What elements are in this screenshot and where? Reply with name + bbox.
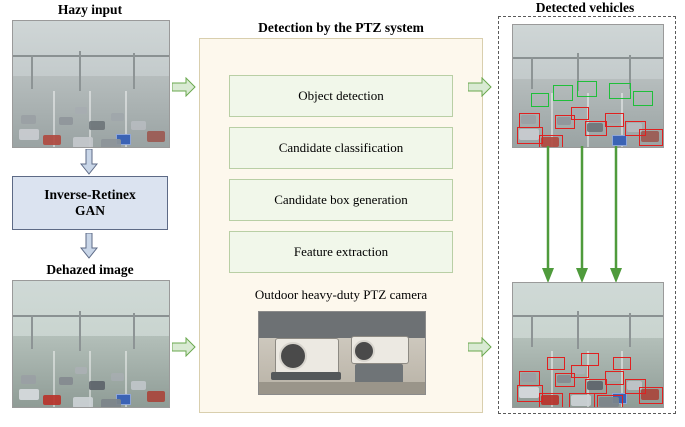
detection-box	[569, 393, 595, 408]
arrow-right-icon-pipeline-to-detected-top	[468, 77, 492, 97]
step-object-detection[interactable]	[229, 75, 453, 117]
step-label: Feature extraction	[293, 244, 389, 259]
image-detected-hazy	[512, 24, 664, 148]
pole-icon	[31, 55, 33, 89]
pole-icon	[629, 313, 631, 347]
camera-lens-icon	[279, 342, 307, 370]
inverse-retinex-gan-box[interactable]	[12, 176, 168, 230]
detection-box	[639, 129, 663, 146]
step-label: Candidate box generation	[274, 192, 408, 207]
vehicle	[75, 367, 87, 374]
vehicle	[19, 129, 39, 140]
vehicle	[75, 107, 87, 114]
vehicle	[147, 131, 165, 142]
detection-box	[597, 395, 623, 408]
vehicle	[21, 375, 36, 384]
detection-box	[539, 393, 563, 408]
vehicle	[131, 121, 146, 130]
vehicle	[73, 137, 93, 148]
vehicle	[101, 139, 121, 148]
step-candidate-box-generation[interactable]	[229, 179, 453, 221]
camera-photo-ground	[259, 382, 425, 394]
sky-region	[513, 25, 663, 81]
arrow-down-icon-from-gan	[80, 233, 98, 264]
step-candidate-classification[interactable]	[229, 127, 453, 169]
sky-region	[13, 21, 169, 79]
vehicle	[59, 377, 73, 385]
detection-box-green	[633, 91, 653, 106]
vehicle	[43, 395, 61, 405]
detection-box	[519, 113, 540, 128]
step-feature-extraction[interactable]	[229, 231, 453, 273]
pole-icon	[133, 53, 135, 89]
vehicle	[19, 389, 39, 400]
detection-box	[639, 387, 663, 404]
image-detected-dehazed	[512, 282, 664, 408]
vehicle	[73, 397, 93, 408]
image-dehazed	[12, 280, 170, 408]
arrow-down-icon-correspondence-1	[541, 146, 555, 289]
detection-box	[547, 357, 565, 370]
vehicle	[43, 135, 61, 145]
ptz-detection-panel	[199, 38, 483, 413]
vehicle	[147, 391, 165, 402]
detection-box-green	[553, 85, 573, 101]
pole-icon	[531, 57, 533, 89]
label-detected-vehicles: Detected vehicles	[535, 0, 635, 15]
sky-region	[13, 281, 169, 339]
label-hazy-input: Hazy input	[57, 2, 123, 17]
step-label: Object detection	[298, 88, 384, 103]
vehicle	[21, 115, 36, 124]
vehicle	[131, 381, 146, 390]
pole-icon	[577, 311, 579, 349]
detection-box	[605, 371, 624, 385]
detection-box	[571, 365, 589, 378]
image-hazy-input	[12, 20, 170, 148]
arrow-down-icon-correspondence-3	[609, 146, 623, 289]
gantry-bar	[513, 315, 663, 317]
detection-box	[605, 113, 624, 127]
detection-box	[519, 371, 540, 386]
gan-label-line2: GAN	[74, 203, 105, 218]
vehicle	[111, 373, 124, 381]
detection-box	[581, 353, 599, 366]
pole-icon	[79, 311, 81, 351]
pole-icon	[79, 51, 81, 91]
label-dehazed-image: Dehazed image	[46, 262, 134, 277]
vehicle	[89, 121, 105, 130]
camera-lens-icon	[353, 340, 375, 362]
detection-box-green	[531, 93, 549, 107]
gantry-bar	[13, 55, 169, 57]
sky-region	[513, 283, 663, 340]
detection-box	[571, 107, 589, 120]
vehicle	[89, 381, 105, 390]
arrow-right-icon-dehazed-to-pipeline	[172, 337, 196, 357]
gantry-bar	[13, 315, 169, 317]
detection-box-green	[609, 83, 631, 99]
camera-caption: Outdoor heavy-duty PTZ camera	[254, 287, 428, 302]
arrow-down-icon-correspondence-2	[575, 146, 589, 289]
vehicle	[111, 113, 124, 121]
gantry-bar	[513, 57, 663, 59]
blue-road-sign	[612, 135, 627, 146]
step-label: Candidate classification	[278, 140, 404, 155]
pole-icon	[133, 313, 135, 349]
detection-box-green	[577, 81, 597, 97]
lane-marking	[587, 93, 589, 147]
camera-photo-sky	[259, 312, 425, 338]
camera-mount	[271, 372, 341, 380]
arrow-right-icon-pipeline-to-detected-bottom	[468, 337, 492, 357]
label-center-title: Detection by the PTZ system	[258, 20, 424, 35]
detection-box	[585, 121, 607, 136]
gan-label-line1: Inverse-Retinex	[44, 187, 136, 203]
vehicle	[101, 399, 121, 408]
pole-icon	[531, 315, 533, 347]
detection-box	[613, 357, 631, 370]
vehicle	[59, 117, 73, 125]
pole-icon	[31, 315, 33, 349]
arrow-right-icon-hazy-to-pipeline	[172, 77, 196, 97]
detection-box	[585, 379, 607, 394]
image-ptz-camera	[258, 311, 426, 395]
